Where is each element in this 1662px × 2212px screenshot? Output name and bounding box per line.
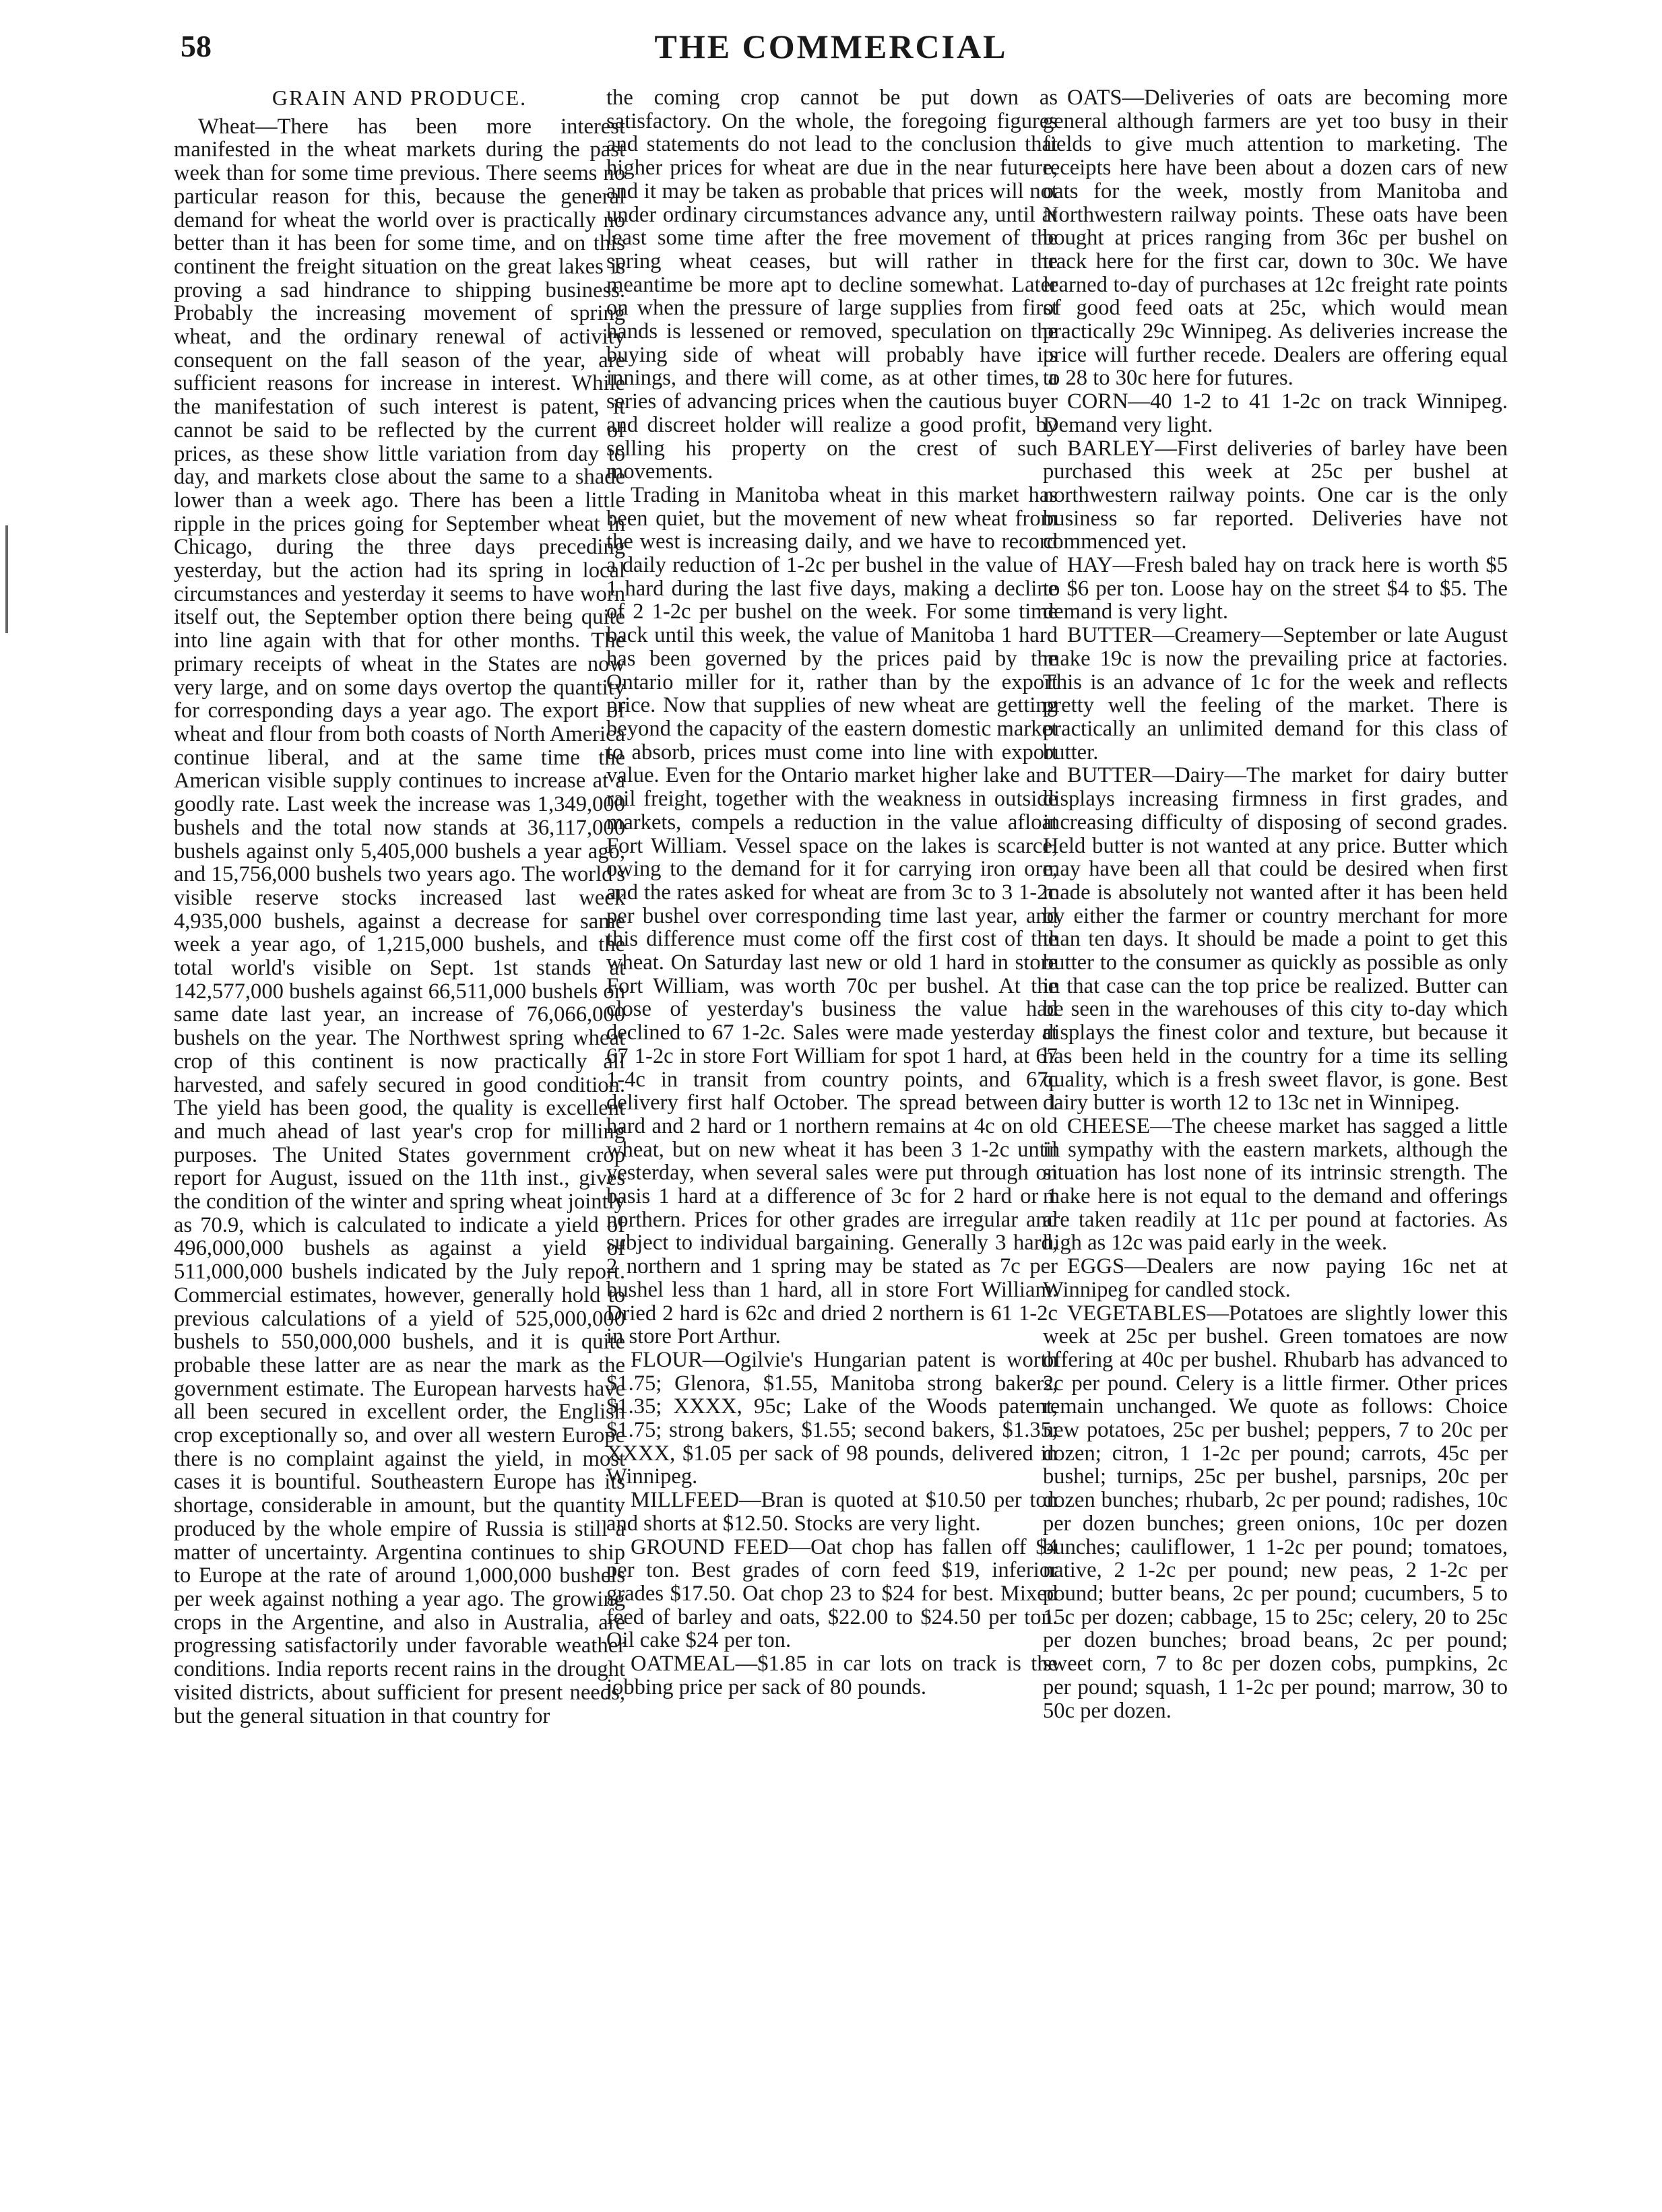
column-1 <box>174 86 625 1728</box>
paragraph: FLOUR—Ogilvie's Hungarian patent is worth $1.75; Glenora, $1.55, Manitoba strong bakers, $1.35; XXXX, 95c; Lake of the Woods patent, $1.75; strong bakers, $1.55; second bakers, $1.35; XXXX, $1.05 per sack of 98 pounds, delivered in Winnipeg. <box>606 1347 1058 1489</box>
margin-mark <box>5 525 8 633</box>
masthead: THE COMMERCIAL <box>654 28 1008 65</box>
paragraph: MILLFEED—Bran is quoted at $10.50 per ton and shorts at $12.50. Stocks are very light. <box>606 1488 1058 1536</box>
column-2 <box>606 86 1058 1699</box>
page-number: 58 <box>181 29 212 63</box>
paragraph: OATMEAL—$1.85 in car lots on track is the jobbing price per sack of 80 pounds. <box>606 1652 1058 1699</box>
paragraph: CHEESE—The cheese market has sagged a little in sympathy with the eastern markets, although the situation has lost none of its intrinsic strength. The make here is not equal to the demand and offerings are taken readily at 11c per pound at factories. As high as 12c was paid early in the week. <box>1043 1113 1508 1256</box>
paragraph: GROUND FEED—Oat chop has fallen off $4 per ton. Best grades of corn feed $19, inferior grades $17.50. Oat chop 23 to $24 for best. Mixed feed of barley and oats, $22.00 to $24.50 per ton. Oil cake $24 per ton. <box>606 1534 1058 1653</box>
paragraph: CORN—40 1-2 to 41 1-2c on track Winnipeg. Demand very light. <box>1043 389 1508 437</box>
paragraph: Wheat—There has been more interest manifested in the wheat markets during the past week than for some time previous. There seems no particular reason for this, because the general demand for wheat the world over is practically no better than it has been for some time, and on this continent the freight situation on the great lakes is proving a sad hindrance to shipping business. Probably the increasing movement of spring wheat, and the ordinary renewal of activity consequent on the fall season of the year, are sufficient reasons for increase in interest. While the manifestation of such interest is patent, it cannot be said to be reflected by the current of prices, as these show little variation from day to day, and markets close about the same to a shade lower than a week ago. There has been a little ripple in the prices going for September wheat in Chicago, during the three days preceding yesterday, but the action had its spring in local circumstances and yesterday it seems to have worn itself out, the September option there being quite into line again with that for other months. The primary receipts of wheat in the States are now very large, and on some days overtop the quantity for corresponding days a year ago. The export of wheat and flour from both coasts of North America continue liberal, and at the same time the American visible supply continues to increase at a goodly rate. Last week the increase was 1,349,000 bushels and the total now stands at 36,117,000 bushels against only 5,405,000 bushels a year ago, and 15,756,000 bushels two years ago. The world's visible reserve stocks increased last week 4,935,000 bushels, against a decrease for same week a year ago, of 1,215,000 bushels, and the total world's visible on Sept. 1st stands at 142,577,000 bushels against 66,511,000 bushels on same date last year, an increase of 76,066,000 bushels on the year. The Northwest spring wheat crop of this continent is now practically all harvested, and safely secured in good condition. The yield has been good, the quality is excellent and much ahead of last year's crop for milling purposes. The United States government crop report for August, issued on the 11th inst., gives the condition of the winter and spring wheat jointly as 70.9, which is calculated to indicate a yield of 496,000,000 bushels as against a yield of 511,000,000 bushels indicated by the July report. Commercial estimates, however, generally hold to previous calculations of a yield of 525,000,000 bushels to 550,000,000 bushels, and it is quite probable these latter are as near the mark as the government estimate. The European harvests have all been secured in excellent order, the English crop exceptionally so, and over all western Europe there is no complaint against the yield, in most cases it is bountiful. Southeastern Europe has its shortage, considerable in amount, but the quantity produced by the whole empire of Russia is still a matter of uncertainty. Argentina continues to ship to Europe at the rate of around 1,000,000 bushels per week against nothing a year ago. The growing crops in the Argentine, and also in Australia, are progressing satisfactorily under favorable weather conditions. India reports recent rains in the drought visited districts, about sufficient for present needs, but the general situation in that country for <box>174 114 625 1728</box>
column-3 <box>1043 86 1508 1722</box>
paragraph: BARLEY—First deliveries of barley have been purchased this week at 25c per bushel at northwestern railway points. One car is the only business so far reported. Deliveries have not commenced yet. <box>1043 436 1508 554</box>
paragraph: EGGS—Dealers are now paying 16c net at Winnipeg for candled stock. <box>1043 1254 1508 1302</box>
paragraph: OATS—Deliveries of oats are becoming more general although farmers are yet too busy in their fields to give much attention to marketing. The receipts here have been about a dozen cars of new oats for the week, mostly from Manitoba and Northwestern railway points. These oats have been bought at prices ranging from 36c per bushel on track here for the first car, down to 30c. We have learned to-day of purchases at 12c freight rate points of good feed oats at 25c, which would mean practically 29c Winnipeg. As deliveries increase the price will further recede. Dealers are offering equal to 28 to 30c here for futures. <box>1043 86 1508 391</box>
section-title: GRAIN AND PRODUCE. <box>271 86 528 110</box>
paragraph: BUTTER—Creamery—September or late August make 19c is now the prevailing price at factories. This is an advance of 1c for the week and reflects pretty well the feeling of the market. There is practically an unlimited demand for this class of butter. <box>1043 623 1508 765</box>
paragraph: the coming crop cannot be put down as satisfactory. On the whole, the foregoing figures and statements do not lead to the conclusion that higher prices for wheat are due in the near future, and it may be taken as probable that prices will not under ordinary circumstances advance any, until at least some time after the free movement of the spring wheat ceases, but will rather in the meantime be more apt to decline somewhat. Later on when the pressure of large supplies from first hands is lessened or removed, speculation on the buying side of wheat will probably have its innings, and there will come, as at other times, a series of advancing prices when the cautious buyer and discreet holder will realize a good profit, by selling his property on the crest of such movements. <box>606 86 1058 484</box>
paragraph: VEGETABLES—Potatoes are slightly lower this week at 25c per bushel. Green tomatoes are now offering at 40c per bushel. Rhubarb has advanced to 2c per pound. Celery is a little firmer. Other prices remain unchanged. We quote as follows: Choice new potatoes, 25c per bushel; peppers, 7 to 20c per dozen; citron, 1 1-2c per pound; carrots, 45c per bushel; turnips, 25c per bushel, parsnips, 20c per dozen bunches; rhubarb, 2c per pound; radishes, 10c per dozen bunches; green onions, 10c per dozen bunches; cauliflower, 1 1-2c per pound; tomatoes, native, 2 1-2c per pound; new peas, 2 1-2c per pound; butter beans, 2c per pound; cucumbers, 5 to 15c per dozen; cabbage, 15 to 25c; celery, 20 to 25c per dozen bunches; broad beans, 2c per pound; sweet corn, 7 to 8c per dozen cobs, pumpkins, 2c per pound; squash, 1 1-2c per pound; marrow, 30 to 50c per dozen. <box>1043 1301 1508 1723</box>
paragraph: HAY—Fresh baled hay on track here is worth $5 to $6 per ton. Loose hay on the street $4 to $5. The demand is very light. <box>1043 553 1508 624</box>
paragraph: BUTTER—Dairy—The market for dairy butter displays increasing firmness in first grades, and increasing difficulty of disposing of second grades. Held butter is not wanted at any price. Butter which may have been all that could be desired when first made is absolutely not wanted after it has been held by either the farmer or country merchant for more than ten days. It should be made a point to get this butter to the consumer as quickly as possible as only in that case can the top price be realized. Butter can be seen in the warehouses of this city to-day which displays the finest color and texture, but because it has been held in the country for a time its selling quality, which is a fresh sweet flavor, is gone. Best dairy butter is worth 12 to 13c net in Winnipeg. <box>1043 763 1508 1115</box>
paragraph: Trading in Manitoba wheat in this market has been quiet, but the movement of new wheat from the west is increasing daily, and we have to record a daily reduction of 1-2c per bushel in the value of 1 hard during the last five days, making a decline of 2 1-2c per bushel on the week. For some time back until this week, the value of Manitoba 1 hard has been governed by the prices paid by the Ontario miller for it, rather than by the export price. Now that supplies of new wheat are getting beyond the capacity of the eastern domestic market to absorb, prices must come into line with export value. Even for the Ontario market higher lake and rail freight, together with the weakness in outside markets, compels a reduction in the value afloat Fort William. Vessel space on the lakes is scarce, owing to the demand for it for carrying iron ore, and the rates asked for wheat are from 3c to 3 1-2c per bushel over corresponding time last year, and this difference must come off the first cost of the wheat. On Saturday last new or old 1 hard in store Fort William, was worth 70c per bushel. At the close of yesterday's business the value had declined to 67 1-2c. Sales were made yesterday at 67 1-2c in store Fort William for spot 1 hard, at 67 1-4c in transit from country points, and 67c delivery first half October. The spread between 1 hard and 2 hard or 1 northern remains at 4c on old wheat, but on new wheat it has been 3 1-2c until yesterday, when several sales were put through on basis 1 hard at a difference of 3c for 2 hard or 1 northern. Prices for other grades are irregular and subject to individual bargaining. Generally 3 hard, 2 northern and 1 spring may be stated as 7c per bushel less than 1 hard, all in store Fort William. Dried 2 hard is 62c and dried 2 northern is 61 1-2c in store Port Arthur. <box>606 482 1058 1349</box>
